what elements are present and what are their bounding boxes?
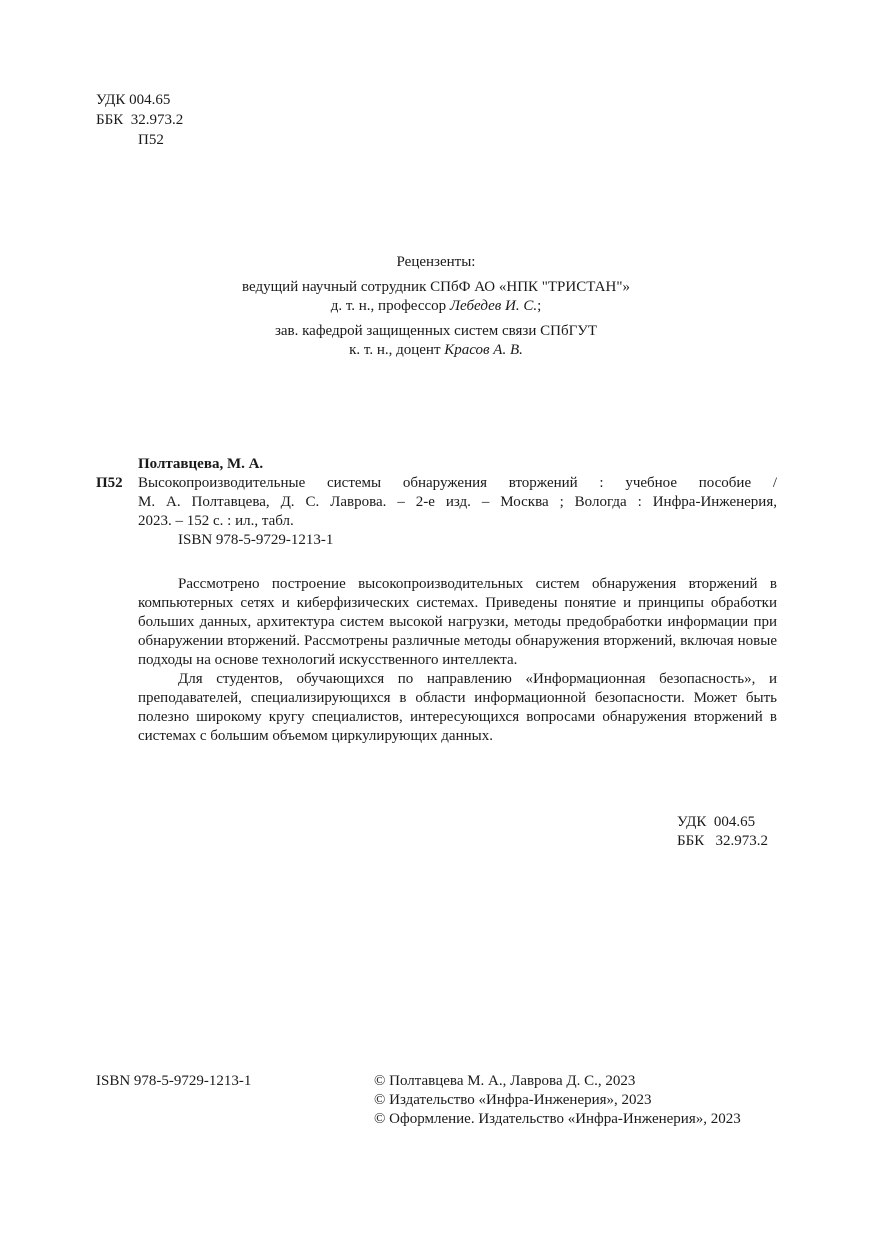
reviewers-heading: Рецензенты: [396,254,476,270]
classification-block [96,91,296,151]
udk-code-bottom: УДК 004.65 [677,814,756,830]
biblio-line-3: 2023. – 152 с. : ил., табл. [138,513,294,529]
reviewer2-degree: к. т. н., доцент [349,342,445,358]
reviewer1-position: ведущий научный сотрудник СПбФ АО «НПК "ТРИСТАН"» [242,279,630,295]
annotation-paragraph-2: Для студентов, обучающихся по направлению «Информационная безопасность», и преподавателей, специализирующихся в области информационной безопасности. Может быть полезно широкому кругу специалистов, интересующихся вопросами обнаружения вторжений в системах с большим объемом циркулирующих данных. [138,671,777,744]
classification-bottom [677,813,797,851]
reviewer1-line [96,297,776,316]
biblio-line-2: М. А. Полтавцева, Д. С. Лаврова. – 2-е изд. – Москва ; Вологда : Инфра-Инженерия, [138,494,777,510]
reviewers-block [96,253,776,360]
annotation [138,575,777,746]
author-mark: П52 [138,132,164,148]
reviewer1-suffix: ; [537,298,542,314]
bbk-code: ББК 32.973.2 [96,112,184,128]
reviewer1-name: Лебедев И. С. [449,298,538,314]
bbk-code-bottom: ББК 32.973.2 [677,833,768,849]
reviewer2-line [96,341,776,360]
udk-code: УДК 004.65 [96,92,171,108]
copyright-design: © Оформление. Издательство «Инфра-Инженерия», 2023 [374,1111,741,1127]
biblio-line-1: Высокопроизводительные системы обнаружения вторжений : учебное пособие / [138,475,777,491]
reviewer2-name: Красов А. В. [444,342,523,358]
reviewer1-degree: д. т. н., профессор [330,298,450,314]
biblio-isbn: ISBN 978-5-9729-1213-1 [178,532,334,548]
reviewer2-position: зав. кафедрой защищенных систем связи СПбГУТ [274,323,598,339]
copyright-publisher: © Издательство «Инфра-Инженерия», 2023 [374,1092,652,1108]
copyright-block [374,1072,854,1129]
annotation-paragraph-1: Рассмотрено построение высокопроизводительных систем обнаружения вторжений в компьютерных сетях и киберфизических системах. Приведены понятие и принципы обработки больших данных, архитектура систем высокой нагрузки, методы предобработки информации при обнаружении вторжений. Рассмотрены различные методы обнаружения вторжений, включая новые подходы на основе технологий искусственного интеллекта. [138,576,777,668]
book-author: Полтавцева, М. А. [138,456,264,472]
author-code: П52 [96,475,123,491]
copyright-authors: © Полтавцева М. А., Лаврова Д. С., 2023 [374,1073,636,1089]
bibliographic-description [138,474,777,550]
footer-isbn: ISBN 978-5-9729-1213-1 [96,1073,252,1089]
